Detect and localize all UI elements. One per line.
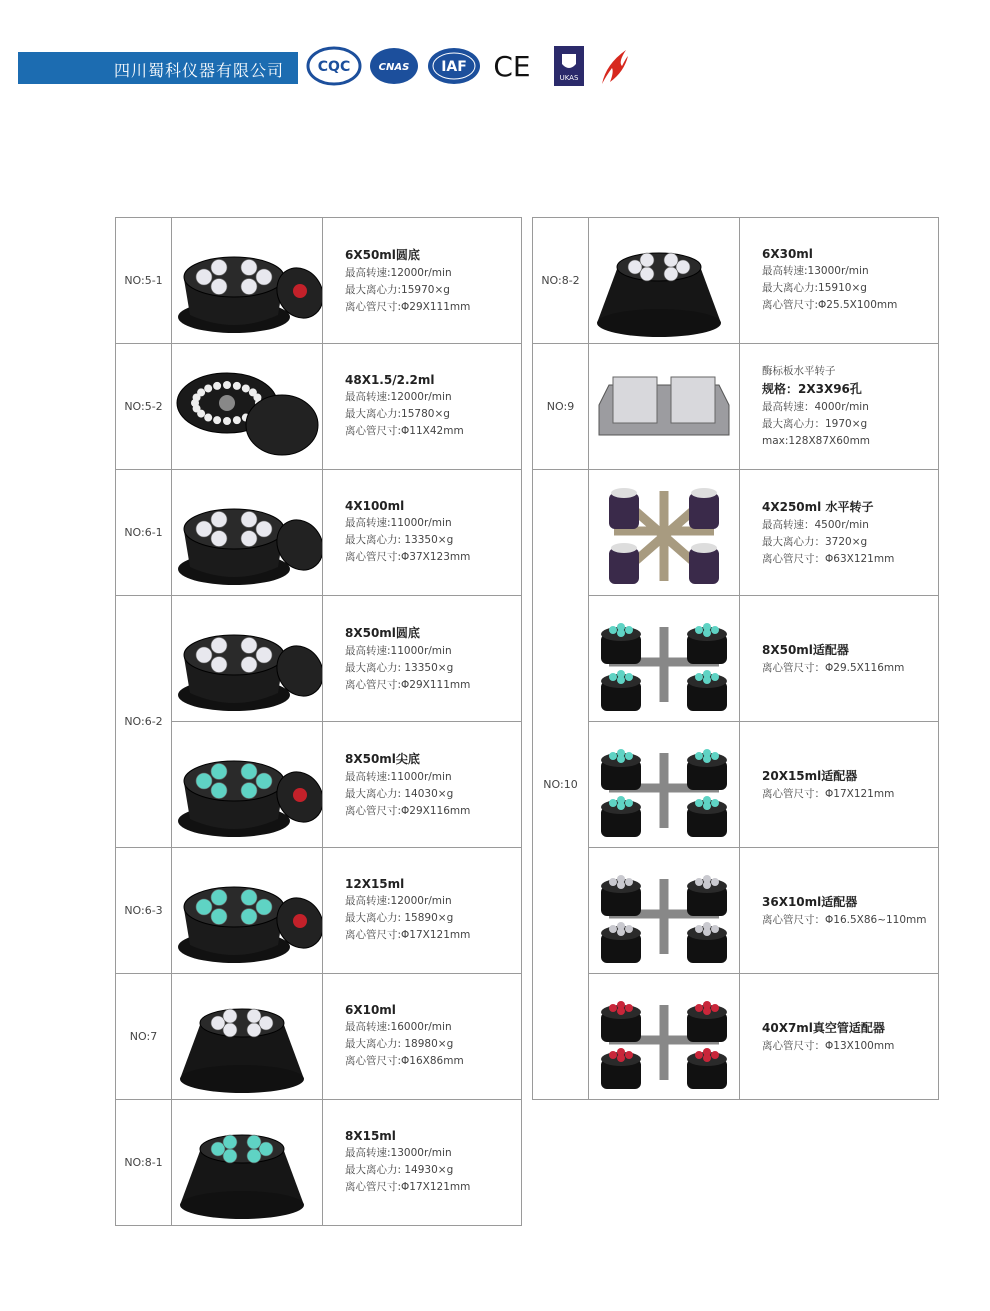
rotor-row	[533, 722, 939, 848]
rotor-spec	[740, 848, 939, 974]
rotor-image-cell	[172, 848, 323, 974]
rotor-row	[533, 218, 939, 344]
rotor-spec	[323, 722, 522, 848]
rotor-spec-line: 离心管尺寸：Φ17X121mm	[762, 787, 895, 800]
model-number: NO:6-3	[116, 848, 172, 974]
company-banner	[18, 52, 298, 84]
rotor-row	[116, 470, 522, 596]
rotor-spec-line: 最高转速:11000r/min	[345, 644, 452, 657]
rotor-row	[533, 344, 939, 470]
rotor-image	[589, 849, 739, 973]
rotor-row	[116, 974, 522, 1100]
rotor-spec	[323, 344, 522, 470]
rotor-row	[116, 218, 522, 344]
rotor-image-cell	[172, 1100, 323, 1226]
ukas-logo	[552, 44, 586, 88]
rotor-title: 4X250ml 水平转子	[762, 499, 874, 514]
rotor-image-cell	[589, 344, 740, 470]
rotor-spec-line: 离心管尺寸:Φ37X123mm	[345, 551, 471, 563]
rotor-spec-line: 最大离心力: 14030×g	[345, 787, 454, 800]
rotor-title: 8X50ml适配器	[762, 642, 849, 657]
rotor-spec	[740, 722, 939, 848]
rotor-row	[533, 470, 939, 596]
rotor-image-cell	[172, 974, 323, 1100]
rotor-title: 6X50ml圆底	[345, 247, 420, 262]
model-number: NO:7	[116, 974, 172, 1100]
rotor-spec-line: 最高转速:12000r/min	[345, 266, 452, 279]
rotor-spec-line: 最高转速:11000r/min	[345, 517, 452, 529]
rotor-spec-line: 最高转速：4000r/min	[762, 401, 869, 413]
flame-logo-icon	[596, 44, 632, 88]
rotor-spec-line: 最高转速:13000r/min	[345, 1147, 452, 1159]
rotor-spec-line: 离心管尺寸:Φ25.5X100mm	[762, 299, 898, 311]
rotor-spec	[323, 596, 522, 722]
rotor-title: 6X30ml	[762, 247, 813, 261]
rotor-row	[116, 848, 522, 974]
rotor-spec-line: 离心管尺寸：Φ13X100mm	[762, 1039, 895, 1052]
company-name: 四川蜀科仪器有限公司	[113, 61, 284, 80]
rotor-image	[172, 975, 322, 1099]
ukas-text: UKAS	[559, 74, 579, 82]
rotor-spec-line: 最大离心力：3720×g	[762, 535, 868, 548]
rotor-spec-line: 离心管尺寸：Φ63X121mm	[762, 552, 895, 565]
rotor-image	[172, 597, 322, 721]
rotor-spec-line: 最大离心力: 14930×g	[345, 1164, 454, 1176]
model-number: NO:8-2	[533, 218, 589, 344]
rotor-image	[589, 345, 739, 469]
model-number: NO:5-2	[116, 344, 172, 470]
rotor-title: 48X1.5/2.2ml	[345, 373, 435, 387]
rotor-spec-line: 最大离心力:15910×g	[762, 282, 867, 294]
rotor-spec-line: 离心管尺寸:Φ16X86mm	[345, 1055, 464, 1067]
rotor-title: 40X7ml真空管适配器	[762, 1020, 885, 1035]
rotor-image-cell	[589, 722, 740, 848]
rotor-subtitle: 酶标板水平转子	[762, 365, 836, 377]
rotor-title: 8X50ml尖底	[345, 751, 420, 766]
rotor-spec-line: 最大离心力：1970×g	[762, 418, 868, 430]
rotor-title: 8X50ml圆底	[345, 625, 420, 640]
rotor-spec	[323, 1100, 522, 1226]
rotor-image-cell	[172, 596, 323, 722]
rotor-spec	[323, 848, 522, 974]
rotor-title: 规格：2X3X96孔	[762, 382, 862, 396]
rotor-spec	[740, 470, 939, 596]
rotor-row	[116, 596, 522, 722]
rotor-image	[172, 723, 322, 847]
rotor-spec	[323, 218, 522, 344]
rotor-row	[116, 1100, 522, 1226]
rotor-spec-line: 离心管尺寸:Φ29X111mm	[345, 678, 471, 691]
rotor-spec-line: 最高转速:16000r/min	[345, 1021, 452, 1033]
rotor-spec-line: 离心管尺寸:Φ29X111mm	[345, 300, 471, 313]
model-number: NO:6-1	[116, 470, 172, 596]
rotor-image	[589, 975, 739, 1099]
rotor-spec-line: 最大离心力: 13350×g	[345, 534, 454, 546]
rotor-spec-line: 离心管尺寸:Φ29X116mm	[345, 804, 471, 817]
rotor-image-cell	[589, 596, 740, 722]
rotor-image	[172, 345, 322, 469]
rotor-spec-line: 最大离心力:15780×g	[345, 408, 450, 420]
iaf-text: IAF	[441, 59, 467, 75]
rotor-spec	[740, 596, 939, 722]
ce-text: CE	[493, 50, 531, 83]
model-number: NO:8-1	[116, 1100, 172, 1226]
model-number: NO:10	[533, 470, 589, 1100]
rotor-spec-line: 离心管尺寸：Φ16.5X86~110mm	[762, 913, 927, 926]
rotor-title: 20X15ml适配器	[762, 768, 858, 783]
rotor-image	[589, 471, 739, 595]
rotor-spec-line: 离心管尺寸:Φ17X121mm	[345, 1181, 471, 1193]
rotor-row	[533, 848, 939, 974]
rotor-image-cell	[172, 344, 323, 470]
rotor-title: 4X100ml	[345, 499, 405, 513]
model-number: NO:5-1	[116, 218, 172, 344]
rotor-spec-line: 最大离心力: 13350×g	[345, 661, 454, 674]
rotor-spec	[323, 470, 522, 596]
rotor-image-cell	[589, 848, 740, 974]
rotor-spec-line: 最高转速:12000r/min	[345, 391, 452, 403]
rotor-spec-line: 最大离心力:15970×g	[345, 283, 450, 296]
rotor-image	[172, 471, 322, 595]
rotor-row	[533, 596, 939, 722]
rotor-image	[589, 219, 739, 343]
cqc-logo	[306, 44, 362, 88]
left-rotor-table	[115, 217, 522, 1226]
rotor-spec-line: 最高转速:13000r/min	[762, 265, 869, 277]
rotor-image	[589, 597, 739, 721]
rotor-image-cell	[172, 218, 323, 344]
rotor-spec	[740, 344, 939, 470]
rotor-spec	[740, 218, 939, 344]
rotor-image-cell	[589, 218, 740, 344]
rotor-image	[589, 723, 739, 847]
rotor-image	[172, 1101, 322, 1225]
ce-logo	[490, 44, 534, 88]
rotor-spec	[323, 974, 522, 1100]
rotor-spec-line: 最高转速:11000r/min	[345, 770, 452, 783]
right-rotor-table	[532, 217, 939, 1100]
rotor-image-cell	[172, 470, 323, 596]
rotor-spec-line: 最大离心力: 15890×g	[345, 912, 454, 924]
rotor-title: 36X10ml适配器	[762, 894, 858, 909]
rotor-title: 6X10ml	[345, 1003, 396, 1017]
rotor-image-cell	[589, 470, 740, 596]
model-number: NO:9	[533, 344, 589, 470]
cqc-text: CQC	[317, 59, 351, 75]
cnas-logo	[368, 44, 420, 88]
rotor-row	[116, 344, 522, 470]
iaf-logo	[426, 44, 482, 88]
rotor-row	[533, 974, 939, 1100]
rotor-title: 12X15ml	[345, 877, 405, 891]
rotor-row	[116, 722, 522, 848]
rotor-spec-line: max:128X87X60mm	[762, 435, 871, 447]
rotor-image	[172, 849, 322, 973]
cnas-text: CNAS	[378, 62, 410, 73]
model-number: NO:6-2	[116, 596, 172, 848]
rotor-spec-line: 最高转速：4500r/min	[762, 518, 869, 531]
rotor-title: 8X15ml	[345, 1129, 396, 1143]
rotor-spec-line: 最高转速:12000r/min	[345, 895, 452, 907]
rotor-spec	[740, 974, 939, 1100]
rotor-spec-line: 离心管尺寸:Φ11X42mm	[345, 425, 464, 437]
rotor-spec-line: 离心管尺寸：Φ29.5X116mm	[762, 661, 905, 674]
rotor-spec-line: 最大离心力: 18980×g	[345, 1038, 454, 1050]
rotor-image-cell	[172, 722, 323, 848]
rotor-image-cell	[589, 974, 740, 1100]
rotor-image	[172, 219, 322, 343]
rotor-spec-line: 离心管尺寸:Φ17X121mm	[345, 929, 471, 941]
